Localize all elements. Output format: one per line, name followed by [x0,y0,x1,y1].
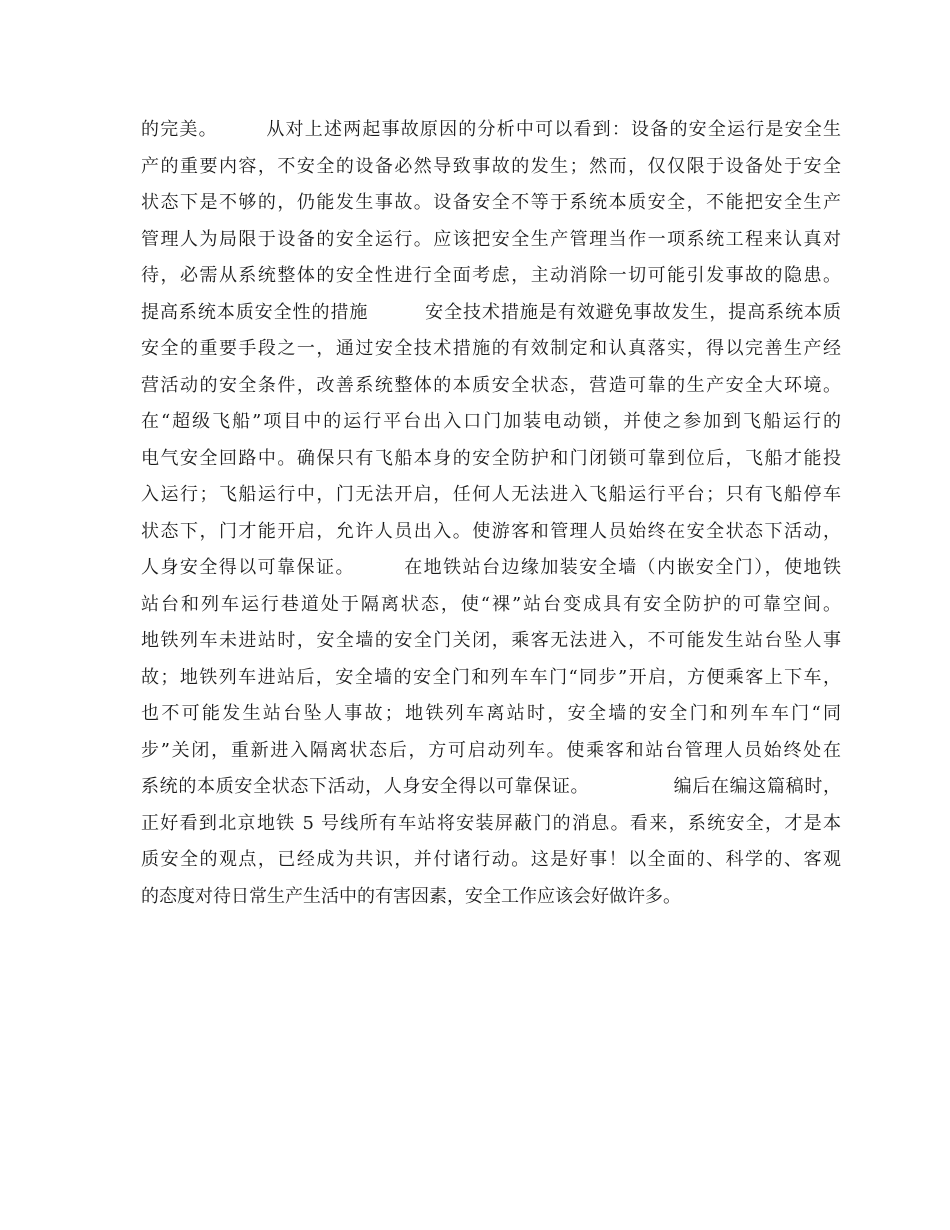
text-line-1: 的完美。 从对上述两起事故原因的分析中可以看到：设备的安全运行是安全生 [141,119,841,140]
text-line-16: 故；地铁列车进站后，安全墙的安全门和列车车门“同步”开启，方便乘客上下车， [141,666,841,688]
text-line-19: 系统的本质安全状态下活动，人身安全得以可靠保证。 编后在编这篇稿时， [141,776,841,797]
text-line-13: 人身安全得以可靠保证。 在地铁站台边缘加装安全墙（内嵌安全门），使地铁 [141,557,841,578]
text-line-2: 产的重要内容，不安全的设备必然导致事故的发生；然而，仅仅限于设备处于安全 [141,155,841,177]
text-line-15: 地铁列车未进站时，安全墙的安全门关闭，乘客无法进入，不可能发生站台坠人事 [141,630,841,651]
text-line-17: 也不可能发生站台坠人事故；地铁列车离站时，安全墙的安全门和列车车门“同 [141,703,841,724]
text-line-14: 站台和列车运行巷道处于隔离状态，使“裸”站台变成具有安全防护的可靠空间。 [141,593,841,615]
text-line-21: 质安全的观点，已经成为共识，并付诸行动。这是好事！以全面的、科学的、客观 [141,849,841,870]
text-line-8: 营活动的安全条件，改善系统整体的本质安全状态，营造可靠的生产安全大环境。 [141,374,841,396]
text-line-9: 在“超级飞船”项目中的运行平台出入口门加装电动锁，并使之参加到飞船运行的 [141,411,841,432]
text-line-3: 状态下是不够的，仍能发生事故。设备安全不等于系统本质安全，不能把安全生产 [141,192,841,213]
text-line-5: 待，必需从系统整体的安全性进行全面考虑，主动消除一切可能引发事故的隐患。 [141,265,841,286]
text-line-12: 状态下，门才能开启，允许人员出入。使游客和管理人员始终在安全状态下活动， [141,520,841,542]
text-line-7: 安全的重要手段之一，通过安全技术措施的有效制定和认真落实，得以完善生产经 [141,338,841,359]
text-line-4: 管理人为局限于设备的安全运行。应该把安全生产管理当作一项系统工程来认真对 [141,228,841,250]
text-line-10: 电气安全回路中。确保只有飞船本身的安全防护和门闭锁可靠到位后，飞船才能投 [141,447,841,469]
text-line-6: 提高系统本质安全性的措施 安全技术措施是有效避免事故发生，提高系统本质 [141,301,841,323]
document-body [141,112,841,915]
text-line-11: 入运行；飞船运行中，门无法开启，任何人无法进入飞船运行平台；只有飞船停车 [141,484,841,505]
text-line-22: 的态度对待日常生产生活中的有害因素，安全工作应该会好做许多。 [141,885,681,907]
text-line-18: 步”关闭，重新进入隔离状态后，方可启动列车。使乘客和站台管理人员始终处在 [141,739,841,761]
text-line-20: 正好看到北京地铁 5 号线所有车站将安装屏蔽门的消息。看来，系统安全，才是本 [141,812,841,834]
